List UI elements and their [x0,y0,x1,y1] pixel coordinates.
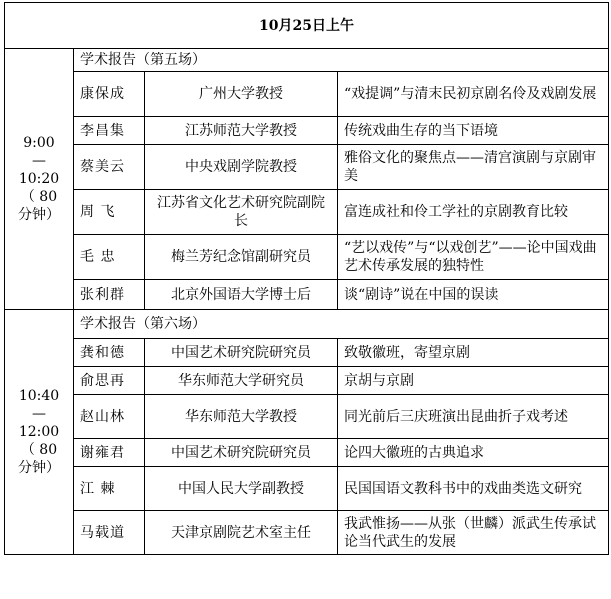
session-label: 学术报告（第五场） [74,49,609,72]
speaker-title: 江苏省文化艺术研究院副院长 [145,190,338,235]
time-end: 12:00 [18,424,60,440]
speaker-name: 李昌集 [74,117,145,145]
table-row [5,280,609,310]
table-row [5,367,609,395]
table-row [5,467,609,511]
table-row [5,339,609,367]
speaker-title: 中国艺术研究院研究员 [145,339,338,367]
session-header-row [5,49,609,72]
speaker-title: 华东师范大学教授 [145,395,338,439]
time-end: 10:20 [18,171,60,187]
table-row [5,72,609,117]
duration-line-2: 分钟） [18,460,60,476]
talk-topic: 论四大徽班的古典追求 [338,439,609,467]
speaker-title: 天津京剧院艺术室主任 [145,511,338,555]
time-dash: — [32,406,46,422]
talk-topic: 我武惟扬——从张（世麟）派武生传承试论当代武生的发展 [338,511,609,555]
speaker-name: 马载道 [74,511,145,555]
table-row [5,395,609,439]
speaker-title: 梅兰芳纪念馆副研究员 [145,235,338,280]
speaker-name: 蔡美云 [74,145,145,190]
table-row [5,190,609,235]
speaker-title: 江苏师范大学教授 [145,117,338,145]
duration-line-1: （ 80 [20,189,58,205]
talk-topic: 雅俗文化的聚焦点——清宫演剧与京剧审美 [338,145,609,190]
speaker-name: 毛 忠 [74,235,145,280]
time-slot [5,310,74,555]
speaker-name: 江 棘 [74,467,145,511]
speaker-title: 中央戏剧学院教授 [145,145,338,190]
talk-topic: 富连成社和伶工学社的京剧教育比较 [338,190,609,235]
speaker-title: 华东师范大学研究员 [145,367,338,395]
table-row [5,117,609,145]
table-row [5,439,609,467]
session-label: 学术报告（第六场） [74,310,609,339]
speaker-title: 广州大学教授 [145,72,338,117]
session-header-row [5,310,609,339]
talk-topic: “戏提调”与清末民初京剧名伶及戏剧发展 [338,72,609,117]
talk-topic: 致敬徽班，寄望京剧 [338,339,609,367]
talk-topic: 传统戏曲生存的当下语境 [338,117,609,145]
speaker-name: 周 飞 [74,190,145,235]
talk-topic: “艺以戏传”与“以戏创艺”——论中国戏曲艺术传承发展的独特性 [338,235,609,280]
speaker-name: 俞思再 [74,367,145,395]
speaker-name: 龚和德 [74,339,145,367]
duration-line-2: 分钟） [18,207,60,223]
talk-topic: 同光前后三庆班演出昆曲折子戏考述 [338,395,609,439]
speaker-name: 谢雍君 [74,439,145,467]
table-row [5,511,609,555]
time-slot [5,49,74,310]
time-start: 9:00 [23,135,55,151]
talk-topic: 谈“剧诗”说在中国的误读 [338,280,609,310]
schedule-table [4,2,609,555]
speaker-name: 康保成 [74,72,145,117]
duration-line-1: （ 80 [20,442,58,458]
speaker-title: 中国艺术研究院研究员 [145,439,338,467]
talk-topic: 民国国语文教科书中的戏曲类选文研究 [338,467,609,511]
time-dash: — [32,153,46,169]
speaker-title: 北京外国语大学博士后 [145,280,338,310]
speaker-title: 中国人民大学副教授 [145,467,338,511]
title-row [5,3,609,49]
table-row [5,235,609,280]
table-row [5,145,609,190]
speaker-name: 张利群 [74,280,145,310]
page-title: 10月25日上午 [5,3,609,49]
time-start: 10:40 [18,388,60,404]
talk-topic: 京胡与京剧 [338,367,609,395]
speaker-name: 赵山林 [74,395,145,439]
